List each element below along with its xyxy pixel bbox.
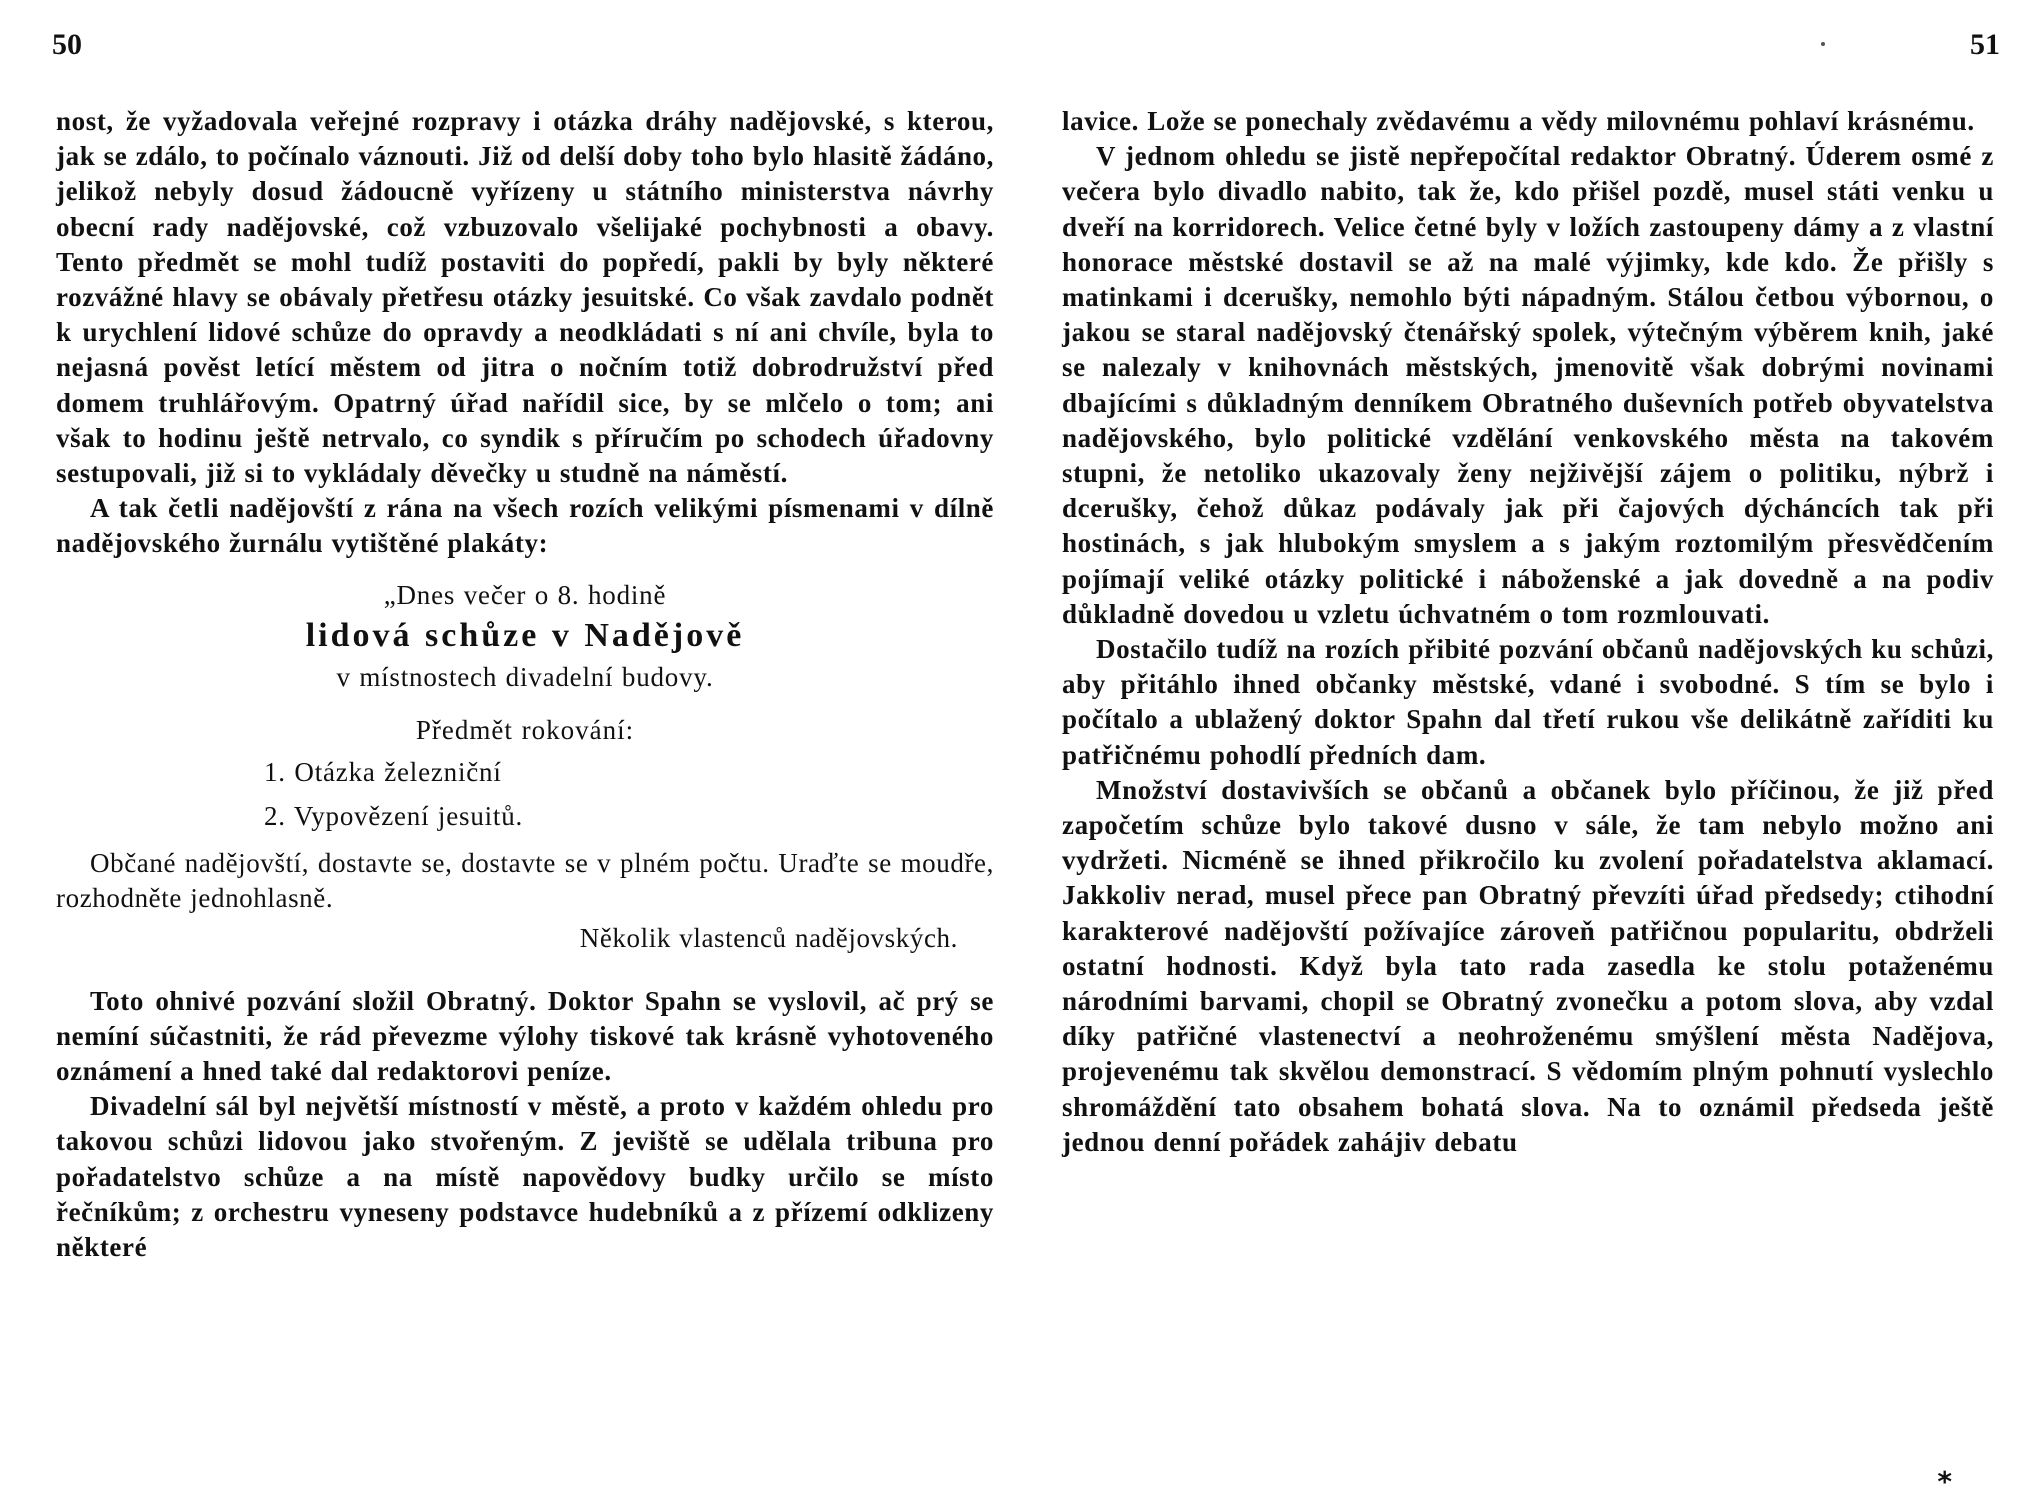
page-number-right: 51 bbox=[1970, 28, 2000, 61]
left-text-column bbox=[56, 104, 994, 1265]
notice-body: Občané nadějovští, dostavte se, dostavte se v plném počtu. Uraďte se moudře, rozhodněte jednohlasně. bbox=[56, 847, 994, 913]
page-number-left: 50 bbox=[52, 28, 82, 61]
notice-signature: Několik vlastenců nadějovských. bbox=[579, 922, 958, 953]
left-paragraph-4: Divadelní sál byl největší místností v městě, a proto v každém ohledu pro takovou schůzi lidovou jako stvořeným. Z jeviště se udělala tribuna pro pořadatelstvo schůze a na místě napovědovy budky určilo se místo řečníkům; z orchestru vyneseny podstavce hudebníků a z přízemí odklizeny některé bbox=[56, 1091, 994, 1263]
notice-agenda-item-1: 1. Otázka železniční bbox=[264, 756, 502, 787]
right-paragraph-4: Množství dostavivších se občanů a občanek bylo příčinou, že již před započetím schůze bylo takové dusno v sále, že tam nebylo možno ani vydržeti. Nicméně se ihned přikročilo ku zvolení pořadatelstva aklamací. Jakkoliv nerad, musel přece pan Obratný převzíti úřad předsedy; ctihodní karakterové nadějovští požívajíce zároveň patřičnou popularitu, obdrželi ostatní hodnosti. Když byla tato rada zasedla ke stolu potaženému národními barvami, chopil se Obratný zvonečku a potom slova, aby vzdal díky patřičné vlastenectví a neohroženému smýšlení města Nadějova, projevenému tak skvělou demonstrací. S vědomím plným pohnutí vyslechlo shromáždění tato obsahem bohatá slova. Na to oznámil předseda ještě jednou denní pořádek zahájiv debatu bbox=[1062, 774, 1994, 1157]
print-speck bbox=[1821, 42, 1825, 46]
right-paragraph-1: lavice. Lože se ponechaly zvědavému a vědy milovnému pohlaví krásnému. bbox=[1062, 106, 1975, 136]
notice-headline: lidová schůze v Nadějově bbox=[305, 616, 745, 654]
notice-agenda-title: Předmět rokování: bbox=[415, 714, 635, 745]
notice-time-line: „Dnes večer o 8. hodině bbox=[383, 579, 667, 610]
notice-venue-line: v místnostech divadelní budovy. bbox=[336, 661, 714, 692]
right-text-column bbox=[1062, 104, 1994, 1160]
signature-mark: * bbox=[1937, 1465, 1952, 1498]
poster-notice bbox=[56, 576, 994, 960]
left-paragraph-1: nost, že vyžadovala veřejné rozpravy i otázka dráhy nadějovské, s kterou, jak se zdálo, to počínalo váznouti. Již od delší doby toho bylo hlasitě žádáno, jelikož nebyly dosud žádoucně vyřízeny u státního ministerstva návrhy obecní rady nadějovské, což vzbuzovalo všelijaké pochybnosti a obavy. Tento předmět se mohl tudíž postaviti do popředí, pakli by byly některé rozvážné hlavy se obávaly přetřesu otázky jesuitské. Co však zavdalo podnět k urychlení lidové schůze do opravdy a neodkládati s ní ani chvíle, byla to nejasná pověst letící městem od jitra o nočním totiž dobrodružství před domem truhlářovým. Opatrný úřad nařídil sice, by se mlčelo o tom; ani však to hodinu ještě netrvalo, co syndik s příručím po schodech úřadovny sestupovali, již si to vykládaly děvečky u studně na náměstí. bbox=[56, 106, 995, 489]
right-paragraph-3: Dostačilo tudíž na rozích přibité pozvání občanů nadějovských ku schůzi, aby přitáhlo ihned občanky městské, vdané i svobodné. S tím se bylo i počítalo a ublažený doktor Spahn dal třetí rukou vše delikátně zaříditi ku patřičnému pohodlí předních dam. bbox=[1062, 634, 1994, 770]
notice-agenda-item-2: 2. Vypovězení jesuitů. bbox=[264, 800, 524, 831]
left-paragraph-2: A tak četli nadějovští z rána na všech rozích velikými písmenami v dílně nadějovského žurnálu vytištěné plakáty: bbox=[56, 493, 994, 559]
notice-gap bbox=[56, 960, 994, 984]
right-paragraph-2: V jednom ohledu se jistě nepřepočítal redaktor Obratný. Úderem osmé z večera bylo divadlo nabito, tak že, kdo přišel pozdě, musel státi venku u dveří na korridorech. Velice četné byly v ložích zastoupeny dámy a z vlastní honorace městské dostavil se až na malé výjimky, kde kdo. Že přišly s matinkami i dcerušky, nemohlo býti nápadným. Stálou četbou výbornou, o jakou se staral nadějovský čtenářský spolek, výtečným výběrem knih, jaké se nalezaly v knihovnách městských, jmenovitě však dobrými novinami dbajícími s důkladným denníkem Obratného duševních potřeb obyvatelstva nadějovského, bylo politické vzdělání venkovského města na takovém stupni, že netoliko ukazovaly ženy nejživější zájem o politiku, nýbrž i dcerušky, čehož důkaz podávaly jak při čajových dýcháncích tak při hostinách, s jak hlubokým smyslem a s jakým roztomilým přesvědčením pojímají veliké otázky politické i náboženské a jak dovedně a na podiv důkladně dovedou u vzletu úchvatném o tom rozmlouvati. bbox=[1062, 141, 1994, 629]
left-paragraph-3: Toto ohnivé pozvání složil Obratný. Doktor Spahn se vyslovil, ač prý se nemíní súčastniti, že rád převezme výlohy tiskové tak krásně vyhotoveného oznámení a hned také dal redaktorovi peníze. bbox=[56, 985, 994, 1087]
right-page bbox=[1015, 0, 2030, 1500]
